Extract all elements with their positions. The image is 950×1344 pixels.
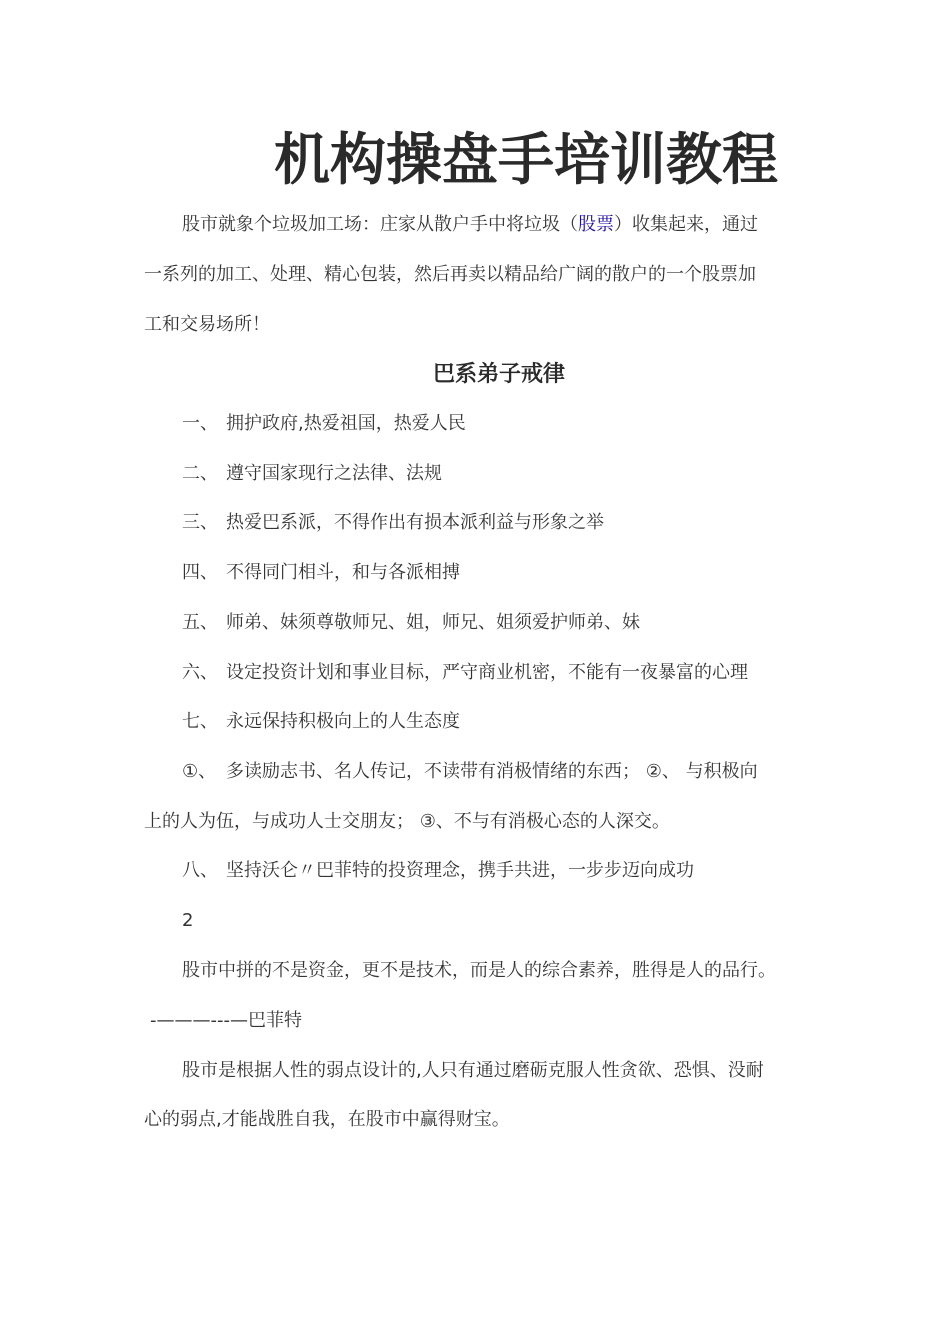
rule-number: 二、 <box>182 463 218 484</box>
rule-number: 三、 <box>182 512 218 533</box>
rule-text: 设定投资计划和事业目标，严守商业机密，不能有一夜暴富的心理 <box>226 662 748 683</box>
rule-text: 不得同门相斗，和与各派相搏 <box>226 562 460 583</box>
rule-text: 永远保持积极向上的人生态度 <box>226 711 460 732</box>
rule-item <box>182 510 604 536</box>
rule-text: 坚持沃仑〃巴菲特的投资理念，携手共进，一步步迈向成功 <box>226 860 694 881</box>
rule-text: 热爱巴系派，不得作出有损本派利益与形象之举 <box>226 512 604 533</box>
stock-link[interactable]: 股票 <box>578 214 614 235</box>
intro-text-part2: ）收集起来，通过 <box>614 214 758 235</box>
sub-item-line-2: 上的人为伍，与成功人士交朋友； ③、不与有消极心态的人深交。 <box>144 811 670 832</box>
rule-item <box>182 709 460 735</box>
rule-item <box>182 560 460 586</box>
rule-item <box>182 461 442 487</box>
rule-item <box>182 411 466 437</box>
section-subtitle: 巴系弟子戒律 <box>432 362 565 387</box>
intro-text-part1: 股市就象个垃圾加工场：庄家从散户手中将垃圾（ <box>182 214 578 235</box>
page-number: 2 <box>182 910 194 931</box>
rule-number: 五、 <box>182 612 218 633</box>
sub-item-text: 多读励志书、名人传记，不读带有消极情绪的东西； ②、 与积极向 <box>226 761 758 782</box>
intro-line-3: 工和交易场所！ <box>144 314 270 335</box>
document-title: 机构操盘手培训教程 <box>274 128 778 193</box>
closing-line-2: 心的弱点,才能战胜自我，在股市中赢得财宝。 <box>144 1109 510 1130</box>
rule-number: 八、 <box>182 860 218 881</box>
sub-item-line-1 <box>182 759 758 785</box>
rule-number: 七、 <box>182 711 218 732</box>
intro-line-1 <box>182 212 758 238</box>
rule-item <box>182 660 748 686</box>
rule-number: 一、 <box>182 413 218 434</box>
rule-number: 四、 <box>182 562 218 583</box>
quote-attribution: -———---—巴菲特 <box>150 1010 302 1031</box>
rule-text: 拥护政府,热爱祖国，热爱人民 <box>226 413 466 434</box>
sub-item-number: ①、 <box>182 761 217 782</box>
quote-text: 股市中拼的不是资金，更不是技术，而是人的综合素养，胜得是人的品行。 <box>182 960 776 981</box>
rule-text: 师弟、妹须尊敬师兄、姐，师兄、姐须爱护师弟、妹 <box>226 612 640 633</box>
intro-line-2: 一系列的加工、处理、精心包装，然后再卖以精品给广阔的散户的一个股票加 <box>144 264 756 285</box>
rule-item <box>182 858 694 884</box>
rule-item <box>182 610 640 636</box>
rule-text: 遵守国家现行之法律、法规 <box>226 463 442 484</box>
rule-number: 六、 <box>182 662 218 683</box>
closing-line-1: 股市是根据人性的弱点设计的,人只有通过磨砺克服人性贪欲、恐惧、没耐 <box>182 1060 764 1081</box>
